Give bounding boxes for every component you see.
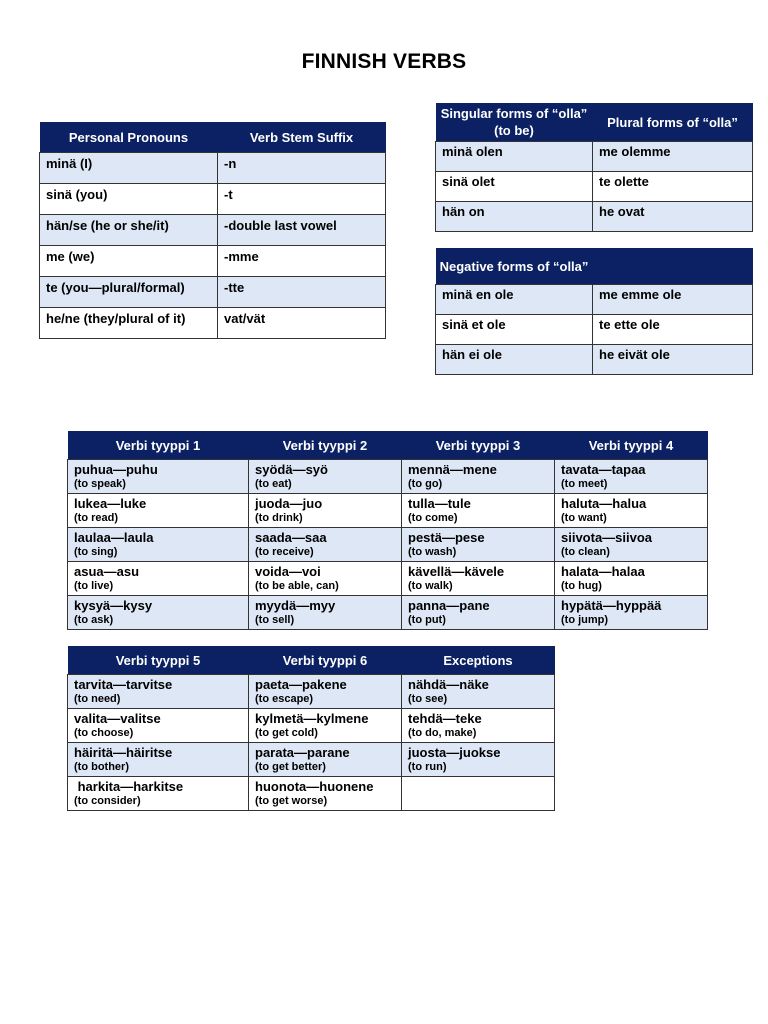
- verb-form: tulla—tule: [408, 496, 471, 511]
- table-row: [68, 562, 708, 596]
- table-row: [40, 308, 386, 339]
- table-header-row: [40, 122, 386, 153]
- plural-form-cell: te ette ole: [593, 315, 753, 345]
- verb-cell: [249, 596, 402, 630]
- verb-cell: [68, 709, 249, 743]
- verb-gloss: (to receive): [255, 546, 314, 558]
- table-row: [436, 172, 753, 202]
- verb-form: paeta—pakene: [255, 677, 347, 692]
- verb-gloss: (to get better): [255, 761, 326, 773]
- verb-cell: [402, 494, 555, 528]
- verb-gloss: (to do, make): [408, 727, 477, 739]
- verb-form: pestä—pese: [408, 530, 485, 545]
- table-row: [68, 596, 708, 630]
- verb-form: tavata—tapaa: [561, 462, 646, 477]
- table-header-row: [436, 248, 753, 285]
- verb-cell: [68, 777, 249, 811]
- verb-gloss: (to need): [74, 693, 121, 705]
- verb-gloss: (to be able, can): [255, 580, 339, 592]
- verb-gloss: (to run): [408, 761, 447, 773]
- plural-form-cell: he ovat: [593, 202, 753, 232]
- table-header-row: [68, 646, 555, 675]
- pronoun-suffix-table: [39, 122, 386, 339]
- page-title: FINNISH VERBS: [301, 50, 467, 73]
- pronoun-cell: hän/se (he or she/it): [40, 215, 218, 246]
- verb-gloss: (to read): [74, 512, 118, 524]
- pronoun-cell: minä (I): [40, 153, 218, 184]
- verb-cell: [249, 675, 402, 709]
- table-row: [436, 142, 753, 172]
- singular-form-cell: hän ei ole: [436, 345, 593, 375]
- singular-form-cell: sinä et ole: [436, 315, 593, 345]
- verb-gloss: (to ask): [74, 614, 114, 626]
- verb-form: parata—parane: [255, 745, 350, 760]
- column-header: Singular forms of “olla” (to be): [436, 103, 593, 142]
- verb-form: kylmetä—kylmene: [255, 711, 369, 726]
- table-row: [68, 743, 555, 777]
- verb-form: nähdä—näke: [408, 677, 489, 692]
- column-header: Verb Stem Suffix: [218, 122, 386, 153]
- verb-gloss: (to bother): [74, 761, 129, 773]
- verb-form: tehdä—teke: [408, 711, 482, 726]
- verb-cell: [249, 494, 402, 528]
- verb-form: huonota—huonene: [255, 779, 374, 794]
- verb-gloss: (to speak): [74, 478, 126, 490]
- verb-gloss: (to get cold): [255, 727, 318, 739]
- plural-form-cell: he eivät ole: [593, 345, 753, 375]
- olla-forms-table: [435, 103, 753, 232]
- suffix-cell: -double last vowel: [218, 215, 386, 246]
- verb-form: lukea—luke: [74, 496, 147, 511]
- verb-cell: [555, 494, 708, 528]
- verb-cell: [555, 596, 708, 630]
- plural-form-cell: te olette: [593, 172, 753, 202]
- verb-cell: [402, 528, 555, 562]
- negative-olla-table: [435, 248, 753, 375]
- verb-cell: [68, 743, 249, 777]
- table-row: [68, 777, 555, 811]
- verb-gloss: (to sell): [255, 614, 295, 626]
- verb-cell: [402, 743, 555, 777]
- table-row: [40, 277, 386, 308]
- pronoun-cell: he/ne (they/plural of it): [40, 308, 218, 339]
- suffix-cell: -n: [218, 153, 386, 184]
- verb-gloss: (to come): [408, 512, 458, 524]
- verb-cell: [555, 562, 708, 596]
- column-header: Verbi tyyppi 3: [402, 431, 555, 460]
- verb-gloss: (to live): [74, 580, 114, 592]
- plural-form-cell: me emme ole: [593, 285, 753, 315]
- verb-gloss: (to meet): [561, 478, 608, 490]
- column-header: Exceptions: [402, 646, 555, 675]
- verb-form: voida—voi: [255, 564, 321, 579]
- column-header: Verbi tyyppi 1: [68, 431, 249, 460]
- suffix-cell: vat/vät: [218, 308, 386, 339]
- verb-cell: [555, 460, 708, 494]
- table-row: [40, 184, 386, 215]
- verb-form: kysyä—kysy: [74, 598, 153, 613]
- suffix-cell: -tte: [218, 277, 386, 308]
- verb-form: hypätä—hyppää: [561, 598, 662, 613]
- verb-form: myydä—myy: [255, 598, 336, 613]
- verb-cell: [249, 743, 402, 777]
- verb-types-1-4-table: [67, 431, 708, 630]
- verb-form: juoda—juo: [255, 496, 323, 511]
- empty-cell: [402, 777, 555, 811]
- verb-form: tarvita—tarvitse: [74, 677, 173, 692]
- table-row: [436, 202, 753, 232]
- verb-cell: [249, 528, 402, 562]
- column-header: Verbi tyyppi 4: [555, 431, 708, 460]
- verb-gloss: (to get worse): [255, 795, 328, 807]
- verb-cell: [402, 596, 555, 630]
- verb-cell: [249, 709, 402, 743]
- verb-form: laulaa—laula: [74, 530, 154, 545]
- singular-form-cell: sinä olet: [436, 172, 593, 202]
- plural-form-cell: me olemme: [593, 142, 753, 172]
- verb-cell: [68, 596, 249, 630]
- verb-cell: [68, 528, 249, 562]
- verb-gloss: (to go): [408, 478, 443, 490]
- verb-cell: [68, 675, 249, 709]
- column-header: [593, 248, 753, 285]
- verb-form: panna—pane: [408, 598, 490, 613]
- column-header: Verbi tyyppi 2: [249, 431, 402, 460]
- verb-gloss: (to put): [408, 614, 446, 626]
- table-row: [68, 675, 555, 709]
- column-header: Personal Pronouns: [40, 122, 218, 153]
- verb-gloss: (to choose): [74, 727, 134, 739]
- table-row: [68, 494, 708, 528]
- verb-gloss: (to eat): [255, 478, 292, 490]
- verb-cell: [402, 460, 555, 494]
- table-header-row: [68, 431, 708, 460]
- verb-gloss: (to sing): [74, 546, 118, 558]
- table-header-row: [436, 103, 753, 142]
- table-row: [436, 285, 753, 315]
- verb-cell: [402, 562, 555, 596]
- verb-gloss: (to hug): [561, 580, 602, 592]
- suffix-cell: -mme: [218, 246, 386, 277]
- verb-form: kävellä—kävele: [408, 564, 505, 579]
- column-header: Verbi tyyppi 5: [68, 646, 249, 675]
- verb-form: halata—halaa: [561, 564, 645, 579]
- verb-cell: [249, 562, 402, 596]
- verb-gloss: (to walk): [408, 580, 453, 592]
- verb-form: häiritä—häiritse: [74, 745, 173, 760]
- verb-cell: [68, 562, 249, 596]
- singular-form-cell: hän on: [436, 202, 593, 232]
- table-row: [436, 345, 753, 375]
- pronoun-cell: me (we): [40, 246, 218, 277]
- verb-cell: [249, 460, 402, 494]
- verb-form: puhua—puhu: [74, 462, 158, 477]
- verb-gloss: (to escape): [255, 693, 314, 705]
- table-row: [68, 528, 708, 562]
- verb-gloss: (to see): [408, 693, 448, 705]
- column-header: Negative forms of “olla”: [436, 248, 593, 285]
- verb-cell: [68, 494, 249, 528]
- verb-gloss: (to jump): [561, 614, 609, 626]
- verb-gloss: (to consider): [74, 795, 141, 807]
- verb-cell: [249, 777, 402, 811]
- verb-form: saada—saa: [255, 530, 327, 545]
- table-row: [68, 460, 708, 494]
- verb-form: valita—valitse: [74, 711, 161, 726]
- verb-cell: [555, 528, 708, 562]
- verb-form: juosta—juokse: [408, 745, 501, 760]
- verb-gloss: (to want): [561, 512, 607, 524]
- verb-cell: [68, 460, 249, 494]
- table-row: [40, 215, 386, 246]
- table-row: [40, 246, 386, 277]
- verb-form: syödä—syö: [255, 462, 328, 477]
- table-row: [436, 315, 753, 345]
- verb-gloss: (to drink): [255, 512, 303, 524]
- verb-form: asua—asu: [74, 564, 140, 579]
- verb-form: siivota—siivoa: [561, 530, 653, 545]
- verb-types-5-6-exceptions-table: [67, 646, 555, 811]
- pronoun-cell: te (you—plural/formal): [40, 277, 218, 308]
- verb-form: haluta—halua: [561, 496, 647, 511]
- verb-form: mennä—mene: [408, 462, 497, 477]
- verb-gloss: (to clean): [561, 546, 610, 558]
- singular-form-cell: minä en ole: [436, 285, 593, 315]
- column-header: Plural forms of “olla”: [593, 103, 753, 142]
- verb-form: harkita—harkitse: [74, 779, 184, 794]
- suffix-cell: -t: [218, 184, 386, 215]
- table-row: [40, 153, 386, 184]
- table-row: [68, 709, 555, 743]
- verb-cell: [402, 709, 555, 743]
- singular-form-cell: minä olen: [436, 142, 593, 172]
- pronoun-cell: sinä (you): [40, 184, 218, 215]
- column-header: Verbi tyyppi 6: [249, 646, 402, 675]
- verb-gloss: (to wash): [408, 546, 457, 558]
- verb-cell: [402, 675, 555, 709]
